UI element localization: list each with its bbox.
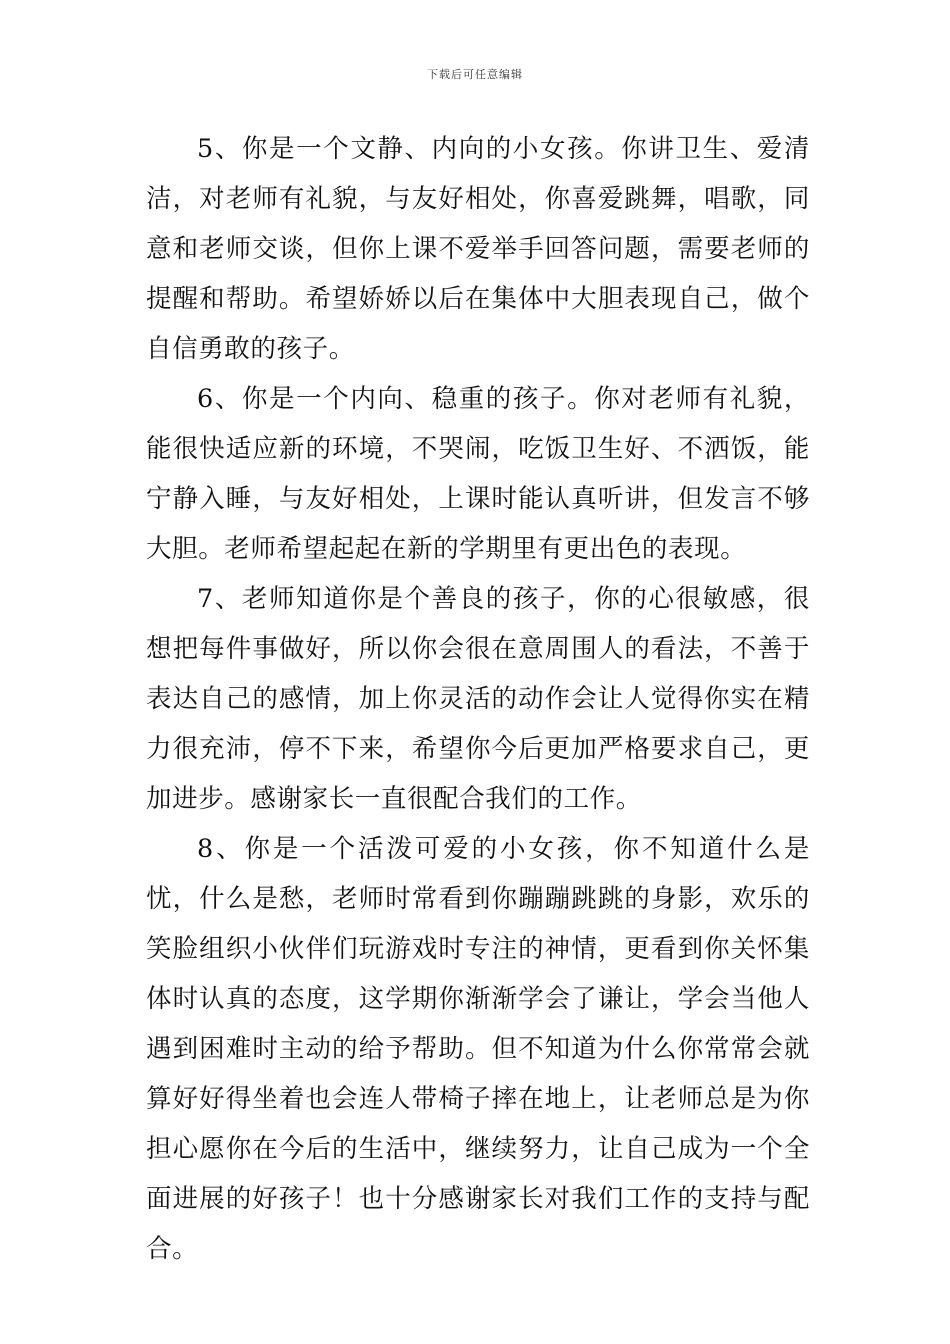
paragraph-8: 8、你是一个活泼可爱的小女孩，你不知道什么是忧，什么是愁，老师时常看到你蹦蹦跳跳的身影，欢乐的笑脸组织小伙伴们玩游戏时专注的神情，更看到你关怀集体时认真的态度，这学期你渐渐学会了谦让，学会当他人遇到困难时主动的给予帮助。但不知道为什么你常常会就算好好得坐着也会连人带椅子摔在地上，让老师总是为你担心愿你在今后的生活中，继续努力，让自己成为一个全面进展的好孩子！也十分感谢家长对我们工作的支持与配合。: [146, 834, 810, 1264]
paragraph-7: 7、老师知道你是个善良的孩子，你的心很敏感，很想把每件事做好，所以你会很在意周围人的看法，不善于表达自己的感情，加上你灵活的动作会让人觉得你实在精力很充沛，停不下来，希望你今后更加严格要求自己，更加进步。感谢家长一直很配合我们的工作。: [146, 584, 810, 814]
document-body: [146, 124, 810, 1274]
paragraph-6: 6、你是一个内向、稳重的孩子。你对老师有礼貌，能很快适应新的环境，不哭闹，吃饭卫生好、不洒饭，能宁静入睡，与友好相处，上课时能认真听讲，但发言不够大胆。老师希望起起在新的学期里有更出色的表现。: [146, 384, 810, 564]
paragraph-5: 5、你是一个文静、内向的小女孩。你讲卫生、爱清洁，对老师有礼貌，与友好相处，你喜爱跳舞，唱歌，同意和老师交谈，但你上课不爱举手回答问题，需要老师的提醒和帮助。希望娇娇以后在集体中大胆表现自己，做个自信勇敢的孩子。: [146, 134, 810, 364]
header-note: 下载后可任意编辑: [427, 68, 523, 81]
